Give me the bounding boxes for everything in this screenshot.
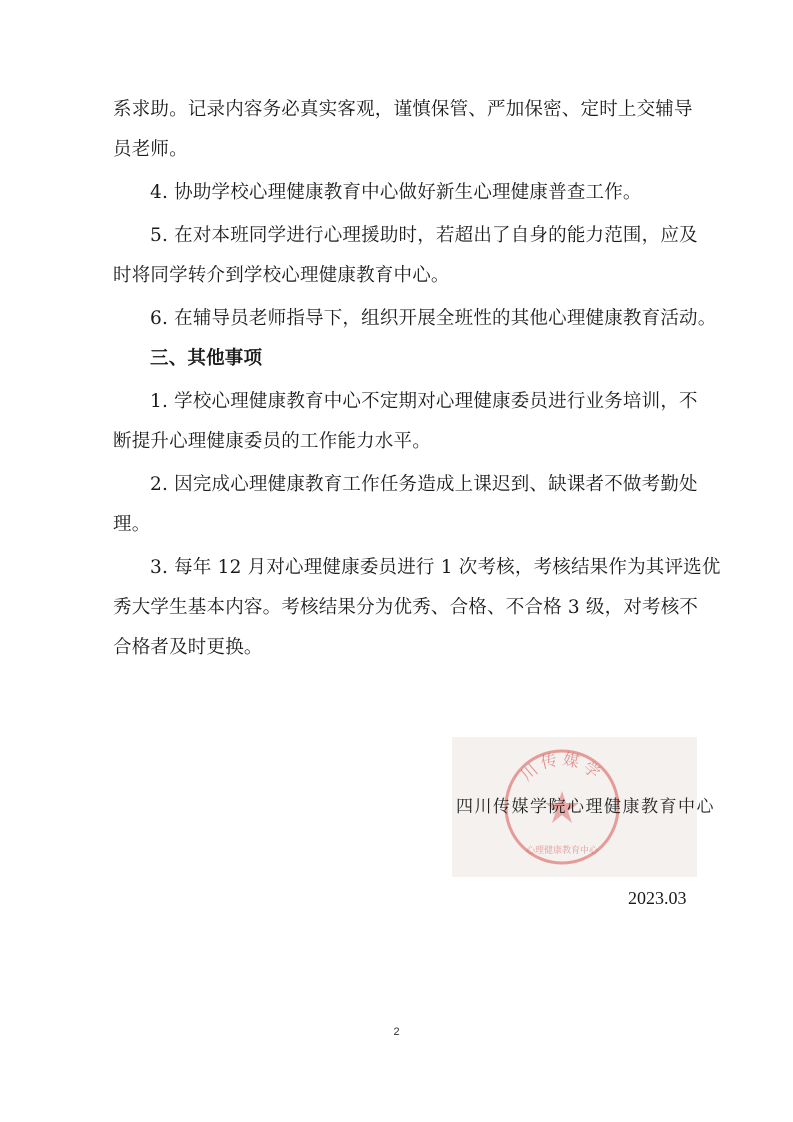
- paragraph-line: 时将同学转介到学校心理健康教育中心。: [113, 265, 450, 286]
- seal-text-top: 川传媒学: [517, 749, 607, 785]
- paragraph-line: 合格者及时更换。: [113, 637, 263, 658]
- seal-text-bottom: 心理健康教育中心: [525, 846, 599, 856]
- document-date: 2023.03: [628, 888, 687, 908]
- paragraph-line: 秀大学生基本内容。考核结果分为优秀、合格、不合格 3 级，对考核不: [113, 597, 699, 618]
- paragraph-line: 理。: [113, 514, 151, 535]
- list-item-4: 4. 协助学校心理健康教育中心做好新生心理健康普查工作。: [150, 182, 642, 203]
- list-item-5: 5. 在对本班同学进行心理援助时，若超出了自身的能力范围，应及: [150, 225, 698, 246]
- svg-text:川传媒学: [517, 749, 607, 785]
- signature-text: 四川传媒学院心理健康教育中心: [456, 797, 715, 817]
- list-item-2: 2. 因完成心理健康教育工作任务造成上课迟到、缺课者不做考勤处: [150, 474, 698, 495]
- paragraph-line: 员老师。: [113, 139, 188, 160]
- list-item-1: 1. 学校心理健康教育中心不定期对心理健康委员进行业务培训，不: [150, 391, 698, 412]
- page-number: 2: [393, 1026, 400, 1038]
- paragraph-line: 断提升心理健康委员的工作能力水平。: [113, 431, 431, 452]
- list-item-6: 6. 在辅导员老师指导下，组织开展全班性的其他心理健康教育活动。: [150, 308, 717, 329]
- list-item-3: 3. 每年 12 月对心理健康委员进行 1 次考核，考核结果作为其评选优: [150, 557, 721, 578]
- signature-block: [452, 737, 715, 877]
- section-heading: 三、其他事项: [150, 348, 263, 369]
- paragraph-line: 系求助。记录内容务必真实客观，谨慎保管、严加保密、定时上交辅导: [113, 99, 693, 120]
